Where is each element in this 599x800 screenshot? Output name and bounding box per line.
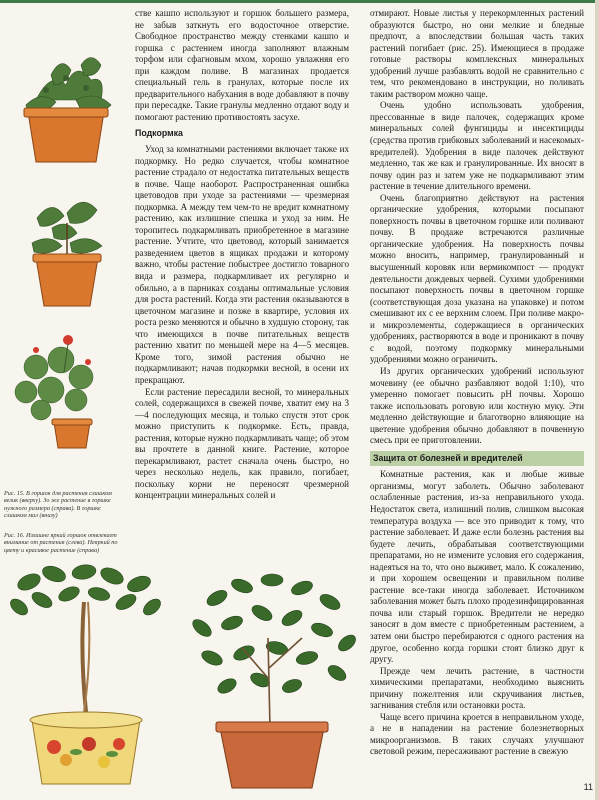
paragraph: Очень удобно использовать удобрения, прессованные в виде палочек, содержащих кроме минеральных солей фунгициды и инсектициды (средства против грибковых заболеваний и насекомых-вредителей). Удобрения в виде палочек действуют медленно, так же как и гранулированные. Их вносят в почву один раз и затем уже не подкармливают этим растение в течение длительного времени. [370, 100, 584, 192]
paragraph: Из других органических удобрений используют мочевину (ее обычно разбавляют водой 1:10), что умеренно помогает повысить pH почвы. Хорошо также использовать роговую или костную муку. Эти медленно действующие и благотворно влияющие на цветение удобрения обычно добавляют в почвенную смесь при ее приготовлении. [370, 365, 584, 446]
figure-standard-tree-painted-pot [4, 562, 169, 792]
paragraph: Комнатные растения, как и любые живые организмы, могут заболеть. Обычно заболевают ослабленные растения, из-за неправильного ухода. Недостаток света, излишний полив, слишком высокая температура воздуха — все это приводит к тому, что растение заболевает. И даже если болезнь растения вы будете лечить, обрабатывая соответствующими препаратами, но не измените условия его содержания, надеяться на то, что оно выживет, мало. К сожалению, и при хорошем освещении и правильном поливе растение все-таки иногда заболевает. Источником заболевания может быть плохо продезинфицированная почва или старый горшок. Вредители не нередко заносят в дом вместе с приобретенным растением, а затем они быстро перебираются с одного растения на другое, особенно когда горшки стоят близко друг к другу. [370, 469, 584, 665]
paragraph: Чаще всего причина кроется в неправильном уходе, а не в нападении на растение болезнетворных микроорганизмов. В таких случаях улучшают световой режим, пересаживают растение в свежую [370, 711, 584, 757]
section-heading-feeding: Подкормка [135, 128, 183, 139]
paragraph: отмирают. Новые листья у перекормленных растений образуются быстро, но они мелкие и бледные предпочт, а впоследствии большая часть таких растений погибает (рис. 25). Имеющиеся в продаже готовые растворы комплексных минеральных удобрений лучше разбавлять водой не сравнительно с тем, что рекомендовано в инструкции, но поливать таким раствором можно чаще. [370, 8, 584, 99]
paragraph: Если растение пересадили весной, то минеральных солей, содержащихся в свежей почве, хватит ему на 3—4 последующих месяца, и только спустя этот срок можно приступить к подкормке. Есть, правда, растения, которые нужно подкармливать чаще; об этом вы прочтете в данной книге. Растение, которое перекармливают, растет сначала очень быстро, но через несколько недель, как правило, погибает, поскольку корни не переносят чрезмерной концентрации минеральных солей и [135, 386, 349, 501]
figure-geranium-pot [6, 322, 106, 452]
paragraph: Прежде чем лечить растение, в частности химическими препаратами, необходимо выяснить причину пожелтения или скручивания листьев, загнивания стебля или остановки роста. [370, 665, 584, 711]
text-column-1 [135, 8, 349, 502]
figure-bushy-shrub-pot [182, 568, 362, 793]
figure-azalea-pot [6, 30, 126, 170]
figure-small-plant-pot [22, 188, 112, 313]
caption-figure-15: Рис. 15. В горшок для растения слишком велик (вверху). Зо же растение в горшке нужного размера (справа). В горшке слишком мал (внизу) [4, 490, 112, 520]
page-edge [595, 0, 599, 800]
page-number: 11 [583, 782, 593, 792]
paragraph: Уход за комнатными растениями включает также их подкормку. Но редко случается, чтобы комнатное растение страдало от недостатка питательных веществ в почве. Чаще наоборот. Распространенная ошибка цветоводов при уходе за растениями — чрезмерная подкормка. А между тем чем-то не вредит комнатному растению, как излишние спешка и уход за ним. Не торопитесь подкармливать приобретенное в магазине растение. Учтите, что цветовод, который занимается разведением цветов в ящиках продажи и которому важно, чтобы растение побыстрее достигло товарного вида и размера, подкармливает их регулярно и обильно, а в парниках созданы оптимальные условия для роста растений. Когда эти растения оказываются в цветочном магазине и позже в квартире, условия их роста резко меняются и обычно в худшую сторону, так что имеющихся в почве питательных веществ растению хватит по меньшей мере на 4—5 месяцев. Кроме того, зимой растения обычно не подкармливают; начав подкормки весной, в осени их прекращают. [135, 144, 349, 385]
caption-figure-16: Рис. 16. Излишне яркий горшок отвлекает внимание от растения (слева). Неяркий по цвету и красивое растение (справа) [4, 532, 118, 554]
paragraph: Очень благоприятно действуют на растения органические удобрения, которыми посыпают поверхность почвы в цветочном горшке или поливают почву. В продаже встречаются различные органические удобрения. На поверхность почвы можно вносить, например, гранулированный и высушенный коровяк или вермикомпост — продукт деятельности дождевых червей. Сухими удобрениями посыпают поверхность почвы в цветочном горшке (соответствующая доза указана на упаковке) и потом смешивают их с ее верхним слоем. При поливе макро- и микроэлементы, содержащиеся в органических удобрениях, растворяются в воде и проникают в почву с водой, поэтому подкормку минеральными удобрениями можно ограничить. [370, 192, 584, 365]
text-column-2 [370, 8, 584, 758]
section-heading-pest-protection: Защита от болезней и вредителей [370, 451, 584, 467]
paragraph: стве кашпо используют и горшок большего размера, не забыв заткнуть его водосточное отверстие. Свободное пространство между стенками кашпо и горшка с растением иногда заполняют влажным торфом или сфагновым мхом, хорошо увлажняя его при каждом поливе. В магазинах продается специальный гель в гранулах, которые после их предварительного набухания в воде добавляют в почву при пересадке. Такие гранулы медленно отдают воду и помогают растению противостоять засухе. [135, 8, 349, 122]
